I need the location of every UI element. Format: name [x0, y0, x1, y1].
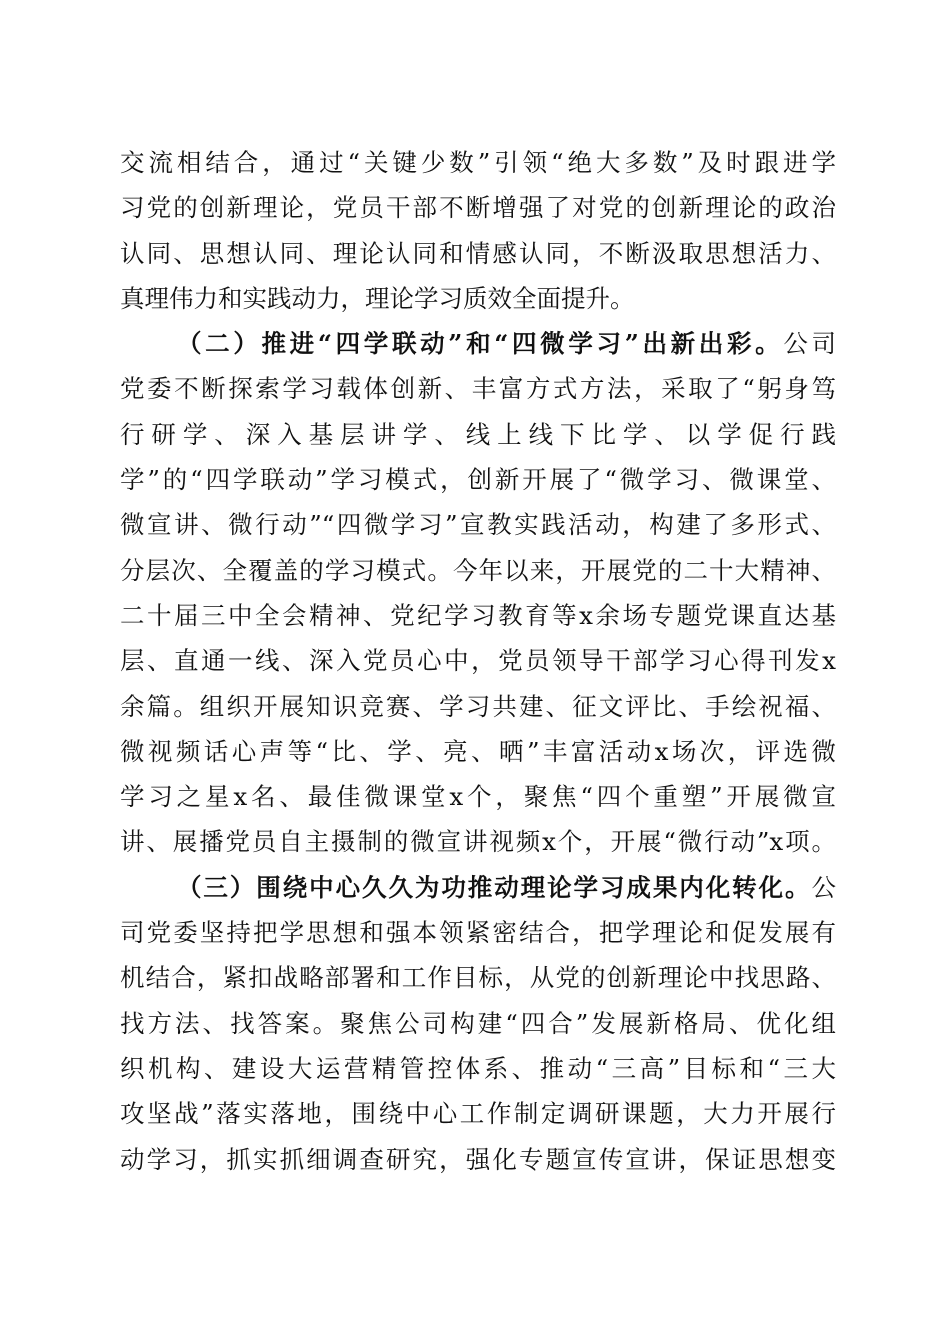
- paragraph-1: [120, 140, 836, 321]
- document-body: [120, 140, 836, 1182]
- text-line: 交流相结合，通过“关键少数”引领“绝大多数”及时跟进学: [120, 148, 836, 177]
- section-heading: （二）推进“四学联动”和“四微学习”出新出彩。: [177, 329, 784, 359]
- text-line: 二十届三中全会精神、党纪学习教育等x余场专题党课直达基: [120, 600, 836, 630]
- text-line: 司党委坚持把学思想和强本领紧密结合，把学理论和促发展有: [120, 918, 836, 948]
- text-line: 讲、展播党员自主摄制的微宣讲视频x个，开展“微行动”x项。: [120, 827, 836, 857]
- heading-line-text: 公司: [783, 329, 836, 359]
- paragraph-first-line: [120, 865, 836, 910]
- text-line: 层、直通一线、深入党员心中，党员领导干部学习心得刊发x: [120, 646, 836, 676]
- text-line: 分层次、全覆盖的学习模式。今年以来，开展党的二十大精神、: [120, 555, 836, 585]
- text-line: 织机构、建设大运营精管控体系、推动“三高”目标和“三大: [120, 1053, 836, 1083]
- text-line: 微宣讲、微行动”“四微学习”宣教实践活动，构建了多形式、: [120, 510, 836, 540]
- section-heading: （三）围绕中心久久为功推动理论学习成果内化转化。: [177, 872, 812, 902]
- paragraph-2: [120, 321, 836, 865]
- text-line: 微视频话心声等“比、学、亮、晒”丰富活动x场次，评选微: [120, 736, 836, 766]
- text-line: 动学习，抓实抓细调查研究，强化专题宣传宣讲，保证思想变: [120, 1144, 836, 1174]
- text-line: 攻坚战”落实落地，围绕中心工作制定调研课题，大力开展行: [120, 1099, 836, 1129]
- text-line: 学”的“四学联动”学习模式，创新开展了“微学习、微课堂、: [120, 465, 836, 495]
- text-line: 学习之星x名、最佳微课堂x个，聚焦“四个重塑”开展微宣: [120, 782, 836, 812]
- paragraph-3: [120, 865, 836, 1182]
- text-line: 行研学、深入基层讲学、线上线下比学、以学促行践: [120, 419, 836, 449]
- text-line: 党委不断探索学习载体创新、丰富方式方法，采取了“躬身笃: [120, 374, 836, 404]
- text-line: 找方法、找答案。聚焦公司构建“四合”发展新格局、优化组: [120, 1008, 836, 1038]
- paragraph-first-line: [120, 321, 836, 366]
- text-line: 习党的创新理论，党员干部不断增强了对党的创新理论的政治: [120, 193, 836, 223]
- text-line: 机结合，紧扣战略部署和工作目标，从党的创新理论中找思路、: [120, 963, 836, 993]
- text-line: 余篇。组织开展知识竞赛、学习共建、征文评比、手绘祝福、: [120, 691, 836, 721]
- heading-line-text: 公: [811, 872, 836, 902]
- text-line: 认同、思想认同、理论认同和情感认同，不断汲取思想活力、: [120, 238, 836, 268]
- text-line: 真理伟力和实践动力，理论学习质效全面提升。: [120, 283, 635, 313]
